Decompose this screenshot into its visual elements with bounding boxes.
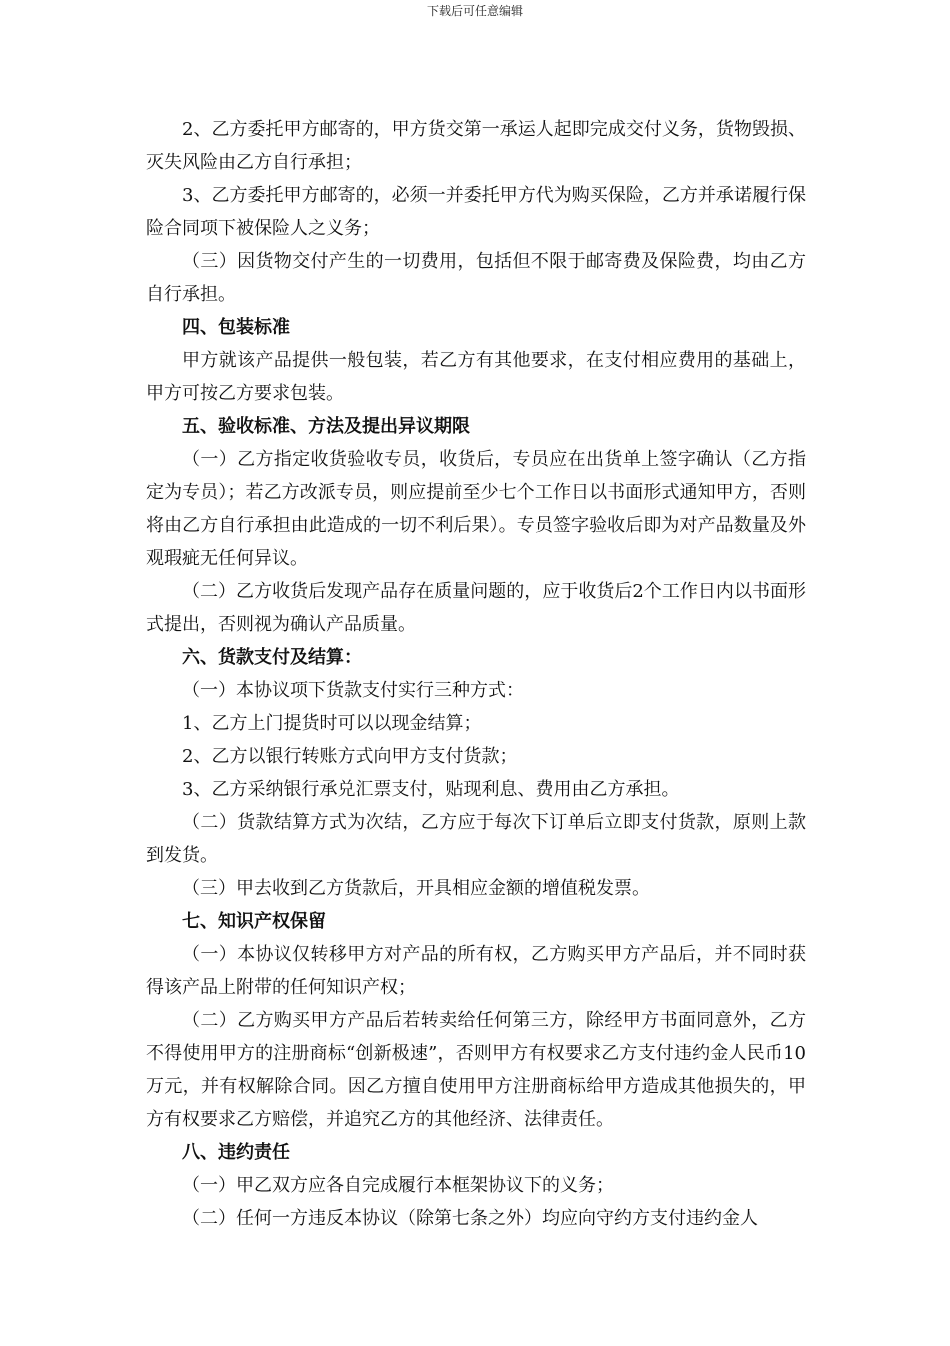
paragraph: （一）本协议项下货款支付实行三种方式： — [182, 680, 524, 701]
section-heading: 七、知识产权保留 — [182, 911, 326, 932]
paragraph: 3、乙方委托甲方邮寄的，必须一并委托甲方代为购买保险，乙方并承诺履行保险合同项下被保险人之义务； — [146, 185, 806, 239]
paragraph: 2、乙方以银行转账方式向甲方支付货款； — [182, 746, 518, 767]
paragraph: （三）甲去收到乙方货款后，开具相应金额的增值税发票。 — [182, 878, 650, 899]
section-heading: 四、包装标准 — [182, 317, 290, 338]
paragraph: 甲方就该产品提供一般包装，若乙方有其他要求，在支付相应费用的基础上，甲方可按乙方要求包装。 — [146, 350, 806, 404]
section-heading: 五、验收标准、方法及提出异议期限 — [182, 416, 470, 437]
paragraph: （一）本协议仅转移甲方对产品的所有权，乙方购买甲方产品后，并不同时获得该产品上附带的任何知识产权； — [146, 944, 806, 998]
paragraph: 2、乙方委托甲方邮寄的，甲方货交第一承运人起即完成交付义务，货物毁损、灭失风险由乙方自行承担； — [146, 119, 806, 173]
paragraph: 1、乙方上门提货时可以以现金结算； — [182, 713, 482, 734]
paragraph: （三）因货物交付产生的一切费用，包括但不限于邮寄费及保险费，均由乙方自行承担。 — [146, 251, 806, 305]
document-body — [146, 113, 806, 1235]
paragraph: （二）任何一方违反本协议（除第七条之外）均应向守约方支付违约金人 — [182, 1208, 758, 1229]
section-heading: 八、违约责任 — [182, 1142, 290, 1163]
paragraph: （一）乙方指定收货验收专员，收货后，专员应在出货单上签字确认（乙方指定为专员）；若乙方改派专员，则应提前至少七个工作日以书面形式通知甲方，否则将由乙方自行承担由此造成的一切不利后果）。专员签字验收后即为对产品数量及外观瑕疵无任何异议。 — [146, 449, 806, 569]
paragraph: 3、乙方采纳银行承兑汇票支付，贴现利息、费用由乙方承担。 — [182, 779, 680, 800]
paragraph: （二）货款结算方式为次结，乙方应于每次下订单后立即支付货款，原则上款到发货。 — [146, 812, 806, 866]
header-note: 下载后可任意编辑 — [426, 4, 523, 18]
section-heading: 六、货款支付及结算： — [182, 647, 362, 668]
paragraph: （一）甲乙双方应各自完成履行本框架协议下的义务； — [182, 1175, 614, 1196]
paragraph: （二）乙方购买甲方产品后若转卖给任何第三方，除经甲方书面同意外，乙方不得使用甲方的注册商标“创新极速”，否则甲方有权要求乙方支付违约金人民币10万元，并有权解除合同。因乙方擅自使用甲方注册商标给甲方造成其他损失的，甲方有权要求乙方赔偿，并追究乙方的其他经济、法律责任。 — [146, 1010, 806, 1130]
paragraph: （二）乙方收货后发现产品存在质量问题的，应于收货后2个工作日内以书面形式提出，否则视为确认产品质量。 — [146, 581, 806, 635]
